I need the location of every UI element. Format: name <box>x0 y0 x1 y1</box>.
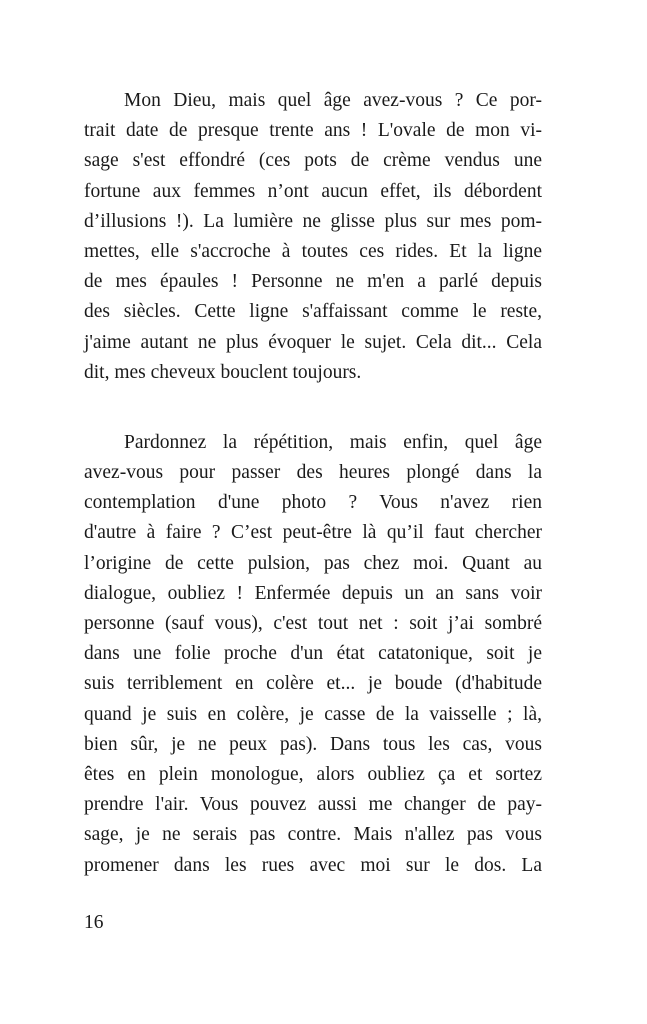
text-line: dit, mes cheveux bouclent toujours. <box>84 361 362 383</box>
text-line: sage s'est effondré (ces pots de crème vendus une <box>84 150 542 172</box>
text-line: avez-vous pour passer des heures plongé dans la <box>84 462 542 484</box>
text-line: d'autre à faire ? C’est peut-être là qu’il faut chercher <box>84 522 542 544</box>
text-line: dialogue, oubliez ! Enfermée depuis un an sans voir <box>84 582 542 604</box>
text-line: l’origine de cette pulsion, pas chez moi. Quant au <box>84 552 542 574</box>
page-number: 16 <box>84 912 104 933</box>
paragraph-1 <box>84 86 542 388</box>
text-line: bien sûr, je ne peux pas). Dans tous les cas, vous <box>84 733 542 755</box>
text-line: quand je suis en colère, je casse de la vaisselle ; là, <box>84 703 542 725</box>
text-line: Mon Dieu, mais quel âge avez-vous ? Ce por- <box>124 90 542 111</box>
text-line: de mes épaules ! Personne ne m'en a parlé depuis <box>84 271 542 293</box>
text-line: dans une folie proche d'un état catatonique, soit je <box>84 643 542 665</box>
text-line: êtes en plein monologue, alors oubliez ça et sortez <box>84 763 542 785</box>
text-line: trait date de presque trente ans ! L'ovale de mon vi- <box>84 120 542 142</box>
paragraph-spacer <box>84 388 542 428</box>
text-line: sage, je ne serais pas contre. Mais n'allez pas vous <box>84 824 542 846</box>
page-body <box>84 86 542 881</box>
text-line: mettes, elle s'accroche à toutes ces rides. Et la ligne <box>84 240 542 262</box>
text-line: prendre l'air. Vous pouvez aussi me changer de pay- <box>84 794 542 816</box>
paragraph-2 <box>84 428 542 881</box>
text-line: d’illusions !). La lumière ne glisse plus sur mes pom- <box>84 210 542 232</box>
text-line: personne (sauf vous), c'est tout net : soit j’ai sombré <box>84 613 542 634</box>
text-line: j'aime autant ne plus évoquer le sujet. Cela dit... Cela <box>84 331 542 353</box>
text-line: des siècles. Cette ligne s'affaissant comme le reste, <box>84 301 542 323</box>
text-line: Pardonnez la répétition, mais enfin, quel âge <box>124 431 542 453</box>
text-line: promener dans les rues avec moi sur le dos. La <box>84 854 542 876</box>
text-line: contemplation d'une photo ? Vous n'avez rien <box>84 492 542 514</box>
text-line: fortune aux femmes n’ont aucun effet, ils débordent <box>84 180 542 202</box>
text-line: suis terriblement en colère et... je boude (d'habitude <box>84 673 542 695</box>
